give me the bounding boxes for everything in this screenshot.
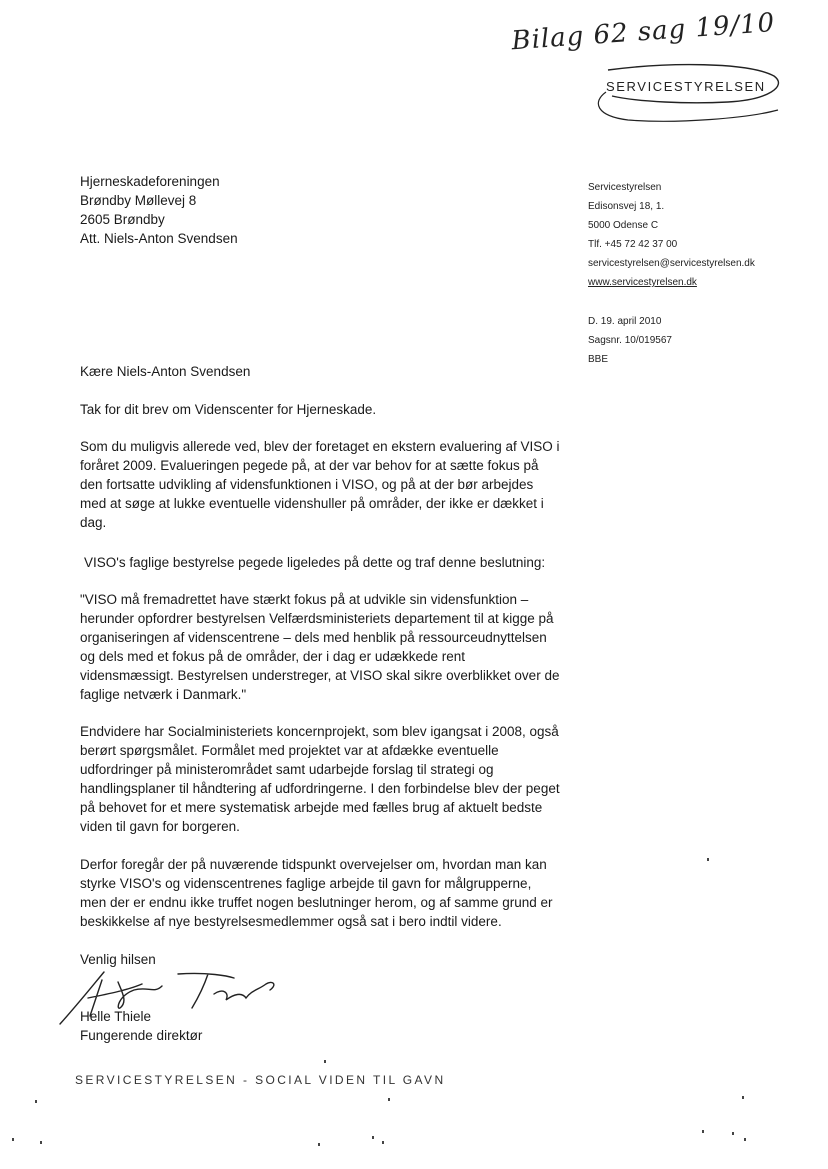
letter-meta bbox=[588, 312, 672, 369]
paragraph-5: Endvidere har Socialministeriets koncernprojekt, som blev igangsat i 2008, også berørt spørgsmålet. Formålet med projektet var at afdække eventuelle udfordringer på ministerområdet samt udarbejde forslag til strategi og handlingsplaner til håndtering af udfordringerne. I den forbindelse blev der peget på behovet for et mere systematisk arbejde med fælles brug af aktuelt bedste viden til gavn for borgeren. bbox=[80, 724, 560, 834]
salutation: Kære Niels-Anton Svendsen bbox=[80, 364, 251, 379]
sender-street: Edisonsvej 18, 1. bbox=[588, 201, 665, 212]
paragraph-2: Som du muligvis allerede ved, blev der foretaget en ekstern evaluering af VISO i foråret 2009. Evalueringen pegede på, at der var behov for at sætte fokus på den fortsatte udvikling af vidensfunktionen i VISO, og på at der bør arbejdes med at søge at lukke eventuelle videnshuller på områder, der ikke er dækket i dag. bbox=[80, 439, 560, 530]
sender-email: servicestyrelsen@servicestyrelsen.dk bbox=[588, 258, 755, 269]
sender-website-link[interactable]: www.servicestyrelsen.dk bbox=[588, 277, 697, 288]
initials: BBE bbox=[588, 354, 609, 365]
paragraph-1: Tak for dit brev om Videnscenter for Hjerneskade. bbox=[80, 402, 377, 417]
handwritten-annotation: Bilag 62 sag 19/10 bbox=[510, 8, 777, 57]
paragraph-6: Derfor foregår der på nuværende tidspunkt overvejelser om, hvordan man kan styrke VISO's og videnscentrenes faglige arbejde til gavn for målgrupperne, men der er endnu ikke truffet nogen beslutninger herom, og af samme grund er beskikkelse af nye bestyrelsesmedlemmer også sat i bero indtil videre. bbox=[80, 857, 553, 929]
letter-date: D. 19. april 2010 bbox=[588, 316, 662, 327]
servicestyrelsen-logo bbox=[578, 58, 784, 128]
case-number: Sagsnr. 10/019567 bbox=[588, 335, 672, 346]
paragraph-4-quote: "VISO må fremadrettet have stærkt fokus på at udvikle sin vidensfunktion – herunder opfordrer bestyrelsen Velfærdsministeriets departement til at kigge på organiseringen af videnscentrene – dels med henblik på ressourceudnyttelsen og dels med et fokus på de områder, der i dag er udækkede rent vidensmæssigt. Bestyrelsen understreger, at VISO skal sikre overblikket over de faglige netværk i Danmark." bbox=[80, 592, 560, 702]
paragraph-3: VISO's faglige bestyrelse pegede ligeledes på dette og traf denne beslutning: bbox=[84, 555, 546, 570]
sender-address bbox=[588, 178, 755, 292]
footer-tagline: SERVICESTYRELSEN - SOCIAL VIDEN TIL GAVN bbox=[75, 1073, 446, 1087]
sender-phone: Tlf. +45 72 42 37 00 bbox=[588, 239, 678, 250]
recipient-line: Hjerneskadeforeningen bbox=[80, 174, 220, 189]
recipient-line: 2605 Brøndby bbox=[80, 212, 165, 227]
signer-name: Helle Thiele bbox=[80, 1009, 152, 1024]
recipient-line: Att. Niels-Anton Svendsen bbox=[80, 231, 238, 246]
logo-text: SERVICESTYRELSEN bbox=[606, 79, 766, 94]
sender-name: Servicestyrelsen bbox=[588, 182, 662, 193]
recipient-address bbox=[80, 172, 238, 248]
signer-block bbox=[80, 1007, 560, 1045]
sender-city: 5000 Odense C bbox=[588, 220, 659, 231]
signer-title: Fungerende direktør bbox=[80, 1028, 203, 1043]
closing: Venlig hilsen bbox=[80, 952, 156, 967]
recipient-line: Brøndby Møllevej 8 bbox=[80, 193, 197, 208]
